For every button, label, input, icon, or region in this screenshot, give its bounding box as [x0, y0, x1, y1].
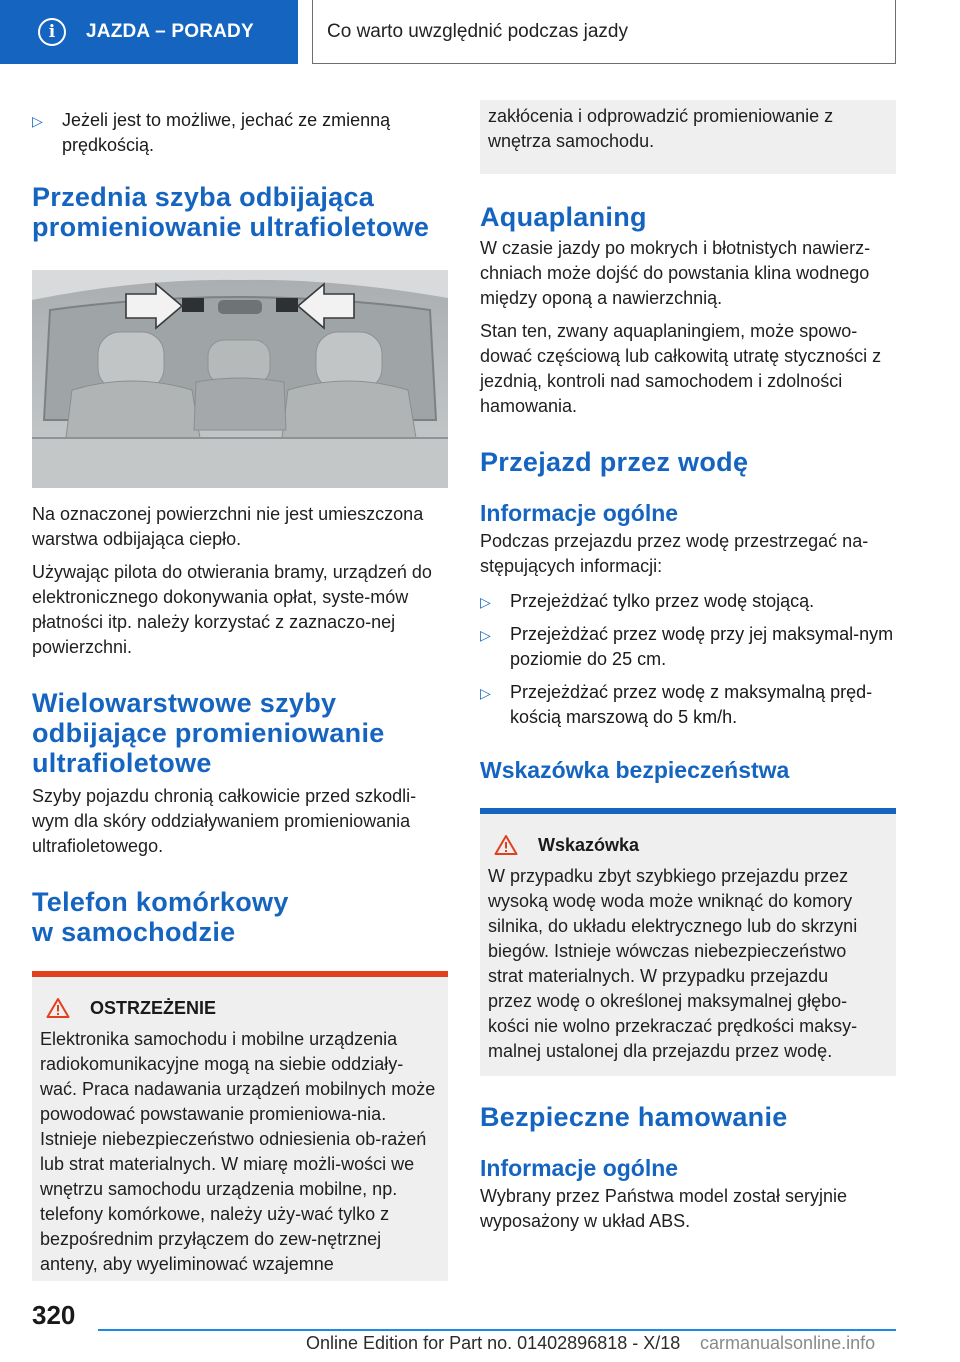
heading-water: Przejazd przez wodę — [480, 447, 749, 477]
list-item: ▷ Przejeżdżać przez wodę z maksymalną pręd-kością marszową do 5 km/h. — [480, 682, 873, 727]
warning-text: Elektronika samochodu i mobilne urządzenia radiokomunikacyjne mogą na siebie oddziały-wać. Praca nadawania urządzeń mobilnych może powodować powstawanie promieniowa-nia. Istnieje niebezpieczeństwo odniesienia ob-rażeń lub strat materialnych. W miarę możli-wości we wnętrzu samochodu urządzenia mobilne, np. telefony komórkowe, należy uży-wać tylko z bezpośrednim przyłączem do zew-nętrznej anteny, aby wyeliminować wzajemne — [40, 1029, 436, 1274]
list-item: ▷ Jeżeli jest to możliwe, jechać ze zmienną prędkością. — [32, 110, 391, 155]
paragraph: Szyby pojazdu chronią całkowicie przed szkodli-wym dla skóry oddziaływaniem promieniowania ultrafioletowego. — [32, 786, 417, 856]
note-box — [480, 808, 896, 1076]
list-item: ▷ Przejeżdżać tylko przez wodę stojącą. — [480, 589, 896, 614]
heading-braking: Bezpieczne hamowanie — [480, 1102, 788, 1132]
warning-continuation: zakłócenia i odprowadzić promieniowanie z wnętrza samochodu. — [480, 100, 896, 174]
triangle-bullet-icon: ▷ — [32, 113, 43, 129]
warning-box — [32, 971, 448, 1281]
triangle-bullet-icon: ▷ — [480, 627, 491, 643]
paragraph: Na oznaczonej powierzchni nie jest umieszczona warstwa odbijająca ciepło. — [32, 504, 424, 549]
left-column — [32, 100, 448, 1281]
triangle-bullet-icon: ▷ — [480, 594, 491, 610]
triangle-bullet-icon: ▷ — [480, 685, 491, 701]
page-number: 320 — [32, 1300, 76, 1330]
heading-phone: Telefon komórkowy w samochodzie — [32, 887, 289, 947]
warning-triangle-icon — [494, 834, 518, 856]
edition-info: Online Edition for Part no. 01402896818 - X/18 — [306, 1333, 681, 1353]
subheading-general: Informacje ogólne — [480, 500, 679, 526]
topic-header — [312, 0, 896, 64]
note-header: Wskazówka — [488, 834, 888, 856]
right-column — [480, 100, 896, 1234]
paragraph: Stan ten, zwany aquaplaningiem, może spowo-dować częściową lub całkowitą utratę styczności z jezdnią, kontroli nad samochodem i zdolności hamowania. — [480, 321, 882, 416]
paragraph: Używając pilota do otwierania bramy, urządzeń do elektronicznego dokonywania opłat, syste-mów płatności itp. należy korzystać z zaznaczo-nej powierzchni. — [32, 562, 432, 657]
watermark: carmanualsonline.info — [700, 1333, 876, 1353]
footer-rule — [98, 1329, 896, 1331]
windshield-photo — [32, 270, 448, 488]
paragraph: Podczas przejazdu przez wodę przestrzegać na-stępujących informacji: — [480, 531, 869, 576]
subheading-general: Informacje ogólne — [480, 1155, 679, 1181]
subheading-safety: Wskazówka bezpieczeństwa — [480, 757, 790, 783]
paragraph: W czasie jazdy po mokrych i błotnistych nawierz-chniach może dojść do powstania klina wodnego między oponą a nawierzchnią. — [480, 238, 871, 308]
heading-windshield: Przednia szyba odbijająca promieniowanie ultrafioletowe — [32, 182, 430, 242]
section-header — [0, 0, 298, 64]
heading-multilayer: Wielowarstwowe szyby odbijające promieniowanie ultrafioletowe — [32, 688, 385, 778]
heading-aquaplaning: Aquaplaning — [480, 202, 647, 232]
warning-triangle-icon — [46, 997, 70, 1019]
list-item: ▷ Przejeżdżać przez wodę przy jej maksymal-nym poziomie do 25 cm. — [480, 624, 894, 669]
info-icon: i — [38, 18, 66, 46]
topic-title: Co warto uwzględnić podczas jazdy — [327, 20, 628, 42]
section-title: JAZDA – PORADY — [86, 21, 254, 42]
warning-header: OSTRZEŻENIE — [40, 997, 440, 1019]
paragraph: Wybrany przez Państwa model został seryjnie wyposażony w układ ABS. — [480, 1186, 847, 1231]
note-text: W przypadku zbyt szybkiego przejazdu przez wysoką wodę woda może wniknąć do komory silnika, do układu elektrycznego lub do skrzyni biegów. Istnieje wówczas niebezpieczeństwo strat materialnych. W przypadku przejazdu przez wodę o określonej maksymalnej głębo-kości nie wolno przekraczać prędkości maksy-malnej ustalonej dla przejazdu przez wodę. — [488, 866, 858, 1061]
